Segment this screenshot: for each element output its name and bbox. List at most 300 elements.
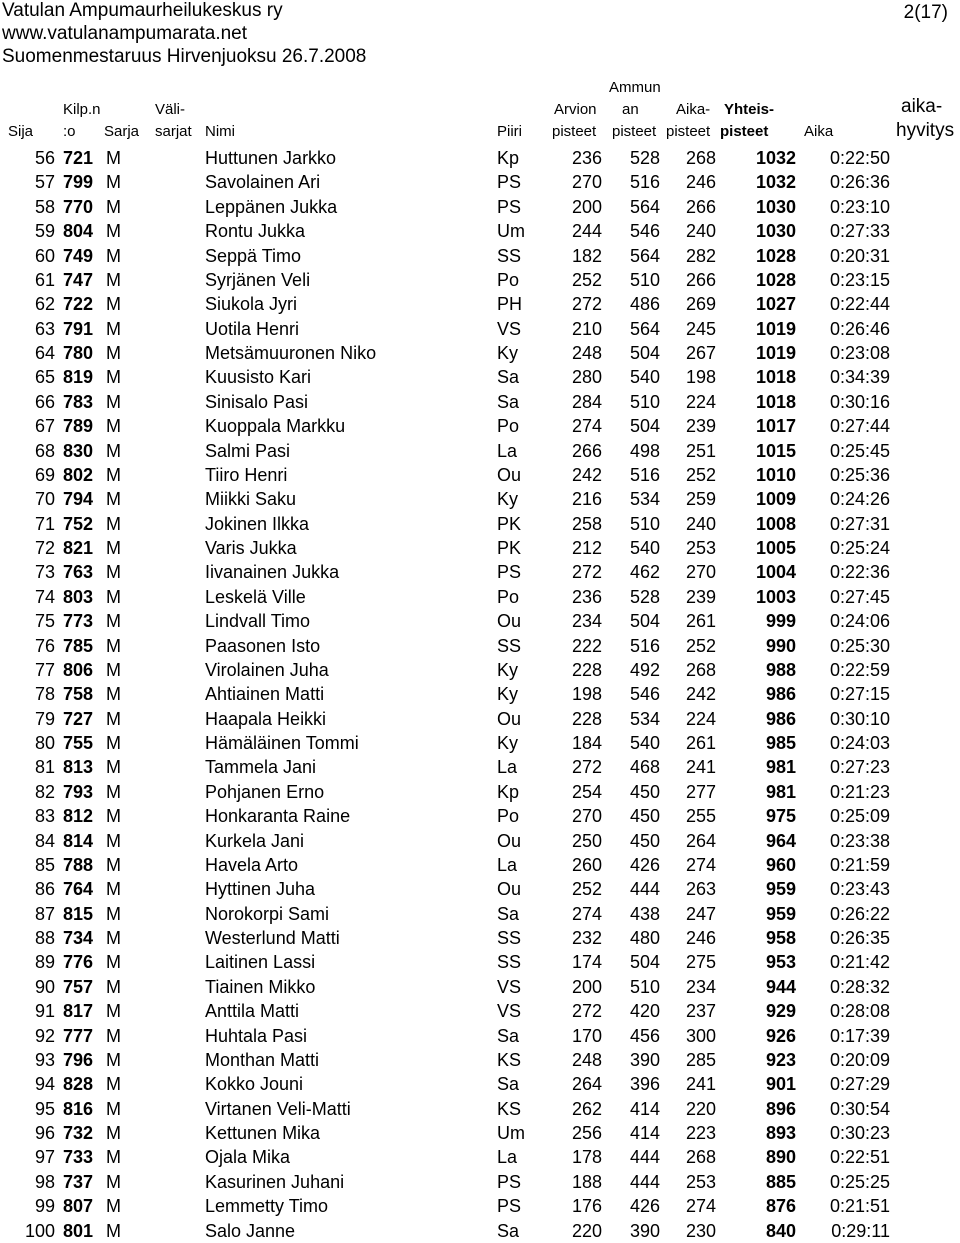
- cell-arvion-pisteet: 234: [571, 611, 602, 632]
- cell-yhteispisteet: 1027: [755, 294, 796, 315]
- cell-kilpno: 752: [63, 513, 94, 534]
- cell-aika: 0:23:43: [829, 879, 890, 900]
- cell-sarja: M: [106, 221, 121, 242]
- cell-piiri: Po: [497, 416, 520, 437]
- cell-sarja: M: [106, 903, 121, 924]
- cell-ammunnan-pisteet: 534: [629, 708, 660, 729]
- cell-nimi: Virolainen Juha: [205, 659, 329, 680]
- cell-sija: 75: [34, 611, 55, 632]
- cell-kilpno: 821: [63, 538, 94, 558]
- cell-aika: 0:22:59: [829, 659, 890, 680]
- cell-sija: 71: [34, 513, 55, 534]
- col-kilpno-header-line1: Kilp.n: [63, 101, 101, 118]
- cell-aika: 0:30:10: [829, 708, 890, 729]
- cell-kilpno: 722: [63, 294, 94, 315]
- cell-nimi: Westerlund Matti: [205, 928, 340, 948]
- cell-nimi: Hyttinen Juha: [205, 879, 316, 900]
- cell-sarja: M: [106, 538, 121, 558]
- cell-nimi: Rontu Jukka: [205, 221, 306, 242]
- table-row: [0, 512, 960, 536]
- cell-piiri: La: [497, 1147, 518, 1168]
- cell-sija: 86: [34, 879, 55, 900]
- cell-ammunnan-pisteet: 450: [629, 781, 660, 802]
- cell-sarja: M: [106, 1074, 121, 1095]
- cell-yhteispisteet: 885: [765, 1171, 796, 1192]
- cell-yhteispisteet: 986: [765, 684, 796, 705]
- col-ammunnan-header-line2: an: [622, 101, 639, 118]
- cell-piiri: Sa: [497, 1025, 520, 1046]
- cell-sarja: M: [106, 879, 121, 900]
- cell-arvion-pisteet: 274: [571, 416, 602, 437]
- cell-yhteispisteet: 985: [765, 733, 796, 753]
- cell-arvion-pisteet: 272: [571, 1001, 602, 1022]
- cell-yhteispisteet: 1028: [755, 245, 796, 266]
- cell-arvion-pisteet: 272: [571, 757, 602, 778]
- cell-arvion-pisteet: 280: [571, 367, 602, 388]
- cell-aika: 0:28:32: [829, 976, 890, 997]
- cell-ammunnan-pisteet: 414: [629, 1098, 660, 1119]
- cell-piiri: La: [497, 440, 518, 461]
- cell-aika: 0:26:22: [829, 903, 890, 924]
- cell-nimi: Syrjänen Veli: [205, 269, 311, 290]
- cell-aikapisteet: 252: [685, 464, 716, 485]
- cell-sarja: M: [106, 854, 121, 875]
- cell-piiri: Ky: [497, 343, 519, 363]
- cell-sarja: M: [106, 1171, 121, 1192]
- cell-aika: 0:30:16: [829, 391, 890, 412]
- table-row: [0, 731, 960, 755]
- cell-ammunnan-pisteet: 546: [629, 221, 660, 242]
- cell-nimi: Salmi Pasi: [205, 440, 291, 461]
- cell-sija: 80: [34, 733, 55, 753]
- col-aikapisteet-header-line1: Aika-: [676, 101, 711, 118]
- cell-aika: 0:25:30: [829, 635, 890, 656]
- cell-yhteispisteet: 923: [765, 1049, 796, 1070]
- cell-aika: 0:24:03: [829, 733, 890, 753]
- cell-sarja: M: [106, 440, 121, 461]
- table-row: [0, 804, 960, 828]
- cell-kilpno: 773: [63, 611, 94, 632]
- cell-kilpno: 734: [63, 928, 94, 948]
- cell-nimi: Pohjanen Erno: [205, 781, 325, 802]
- cell-arvion-pisteet: 232: [571, 928, 602, 948]
- cell-sarja: M: [106, 367, 121, 388]
- cell-sarja: M: [106, 489, 121, 510]
- cell-aika: 0:22:50: [829, 148, 890, 168]
- cell-sija: 84: [34, 830, 55, 851]
- cell-sarja: M: [106, 1220, 121, 1241]
- cell-yhteispisteet: 1009: [755, 489, 796, 510]
- cell-yhteispisteet: 1030: [755, 221, 796, 242]
- cell-aikapisteet: 266: [685, 269, 716, 290]
- cell-aika: 0:23:10: [829, 196, 890, 217]
- cell-nimi: Iivanainen Jukka: [205, 562, 340, 583]
- cell-arvion-pisteet: 284: [571, 391, 602, 412]
- cell-piiri: Ky: [497, 684, 519, 705]
- col-sarja-header: Sarja: [104, 123, 140, 140]
- cell-aika: 0:27:15: [829, 684, 890, 705]
- table-row: [0, 902, 960, 926]
- cell-yhteispisteet: 893: [765, 1123, 796, 1143]
- col-aikapisteet-header-line2: pisteet: [666, 123, 711, 140]
- cell-kilpno: 828: [63, 1074, 94, 1095]
- cell-yhteispisteet: 1004: [755, 562, 796, 583]
- cell-aikapisteet: 237: [685, 1001, 716, 1022]
- cell-ammunnan-pisteet: 528: [629, 148, 660, 168]
- cell-yhteispisteet: 1018: [755, 391, 796, 412]
- cell-yhteispisteet: 840: [765, 1220, 796, 1241]
- cell-nimi: Tiiro Henri: [205, 464, 288, 485]
- col-nimi-header: Nimi: [205, 123, 235, 140]
- cell-sarja: M: [106, 733, 121, 753]
- cell-arvion-pisteet: 252: [571, 269, 602, 290]
- cell-aika: 0:25:25: [829, 1171, 890, 1192]
- cell-nimi: Seppä Timo: [205, 245, 302, 266]
- cell-sarja: M: [106, 976, 121, 997]
- cell-aikapisteet: 239: [685, 586, 716, 607]
- table-row: [0, 829, 960, 853]
- cell-ammunnan-pisteet: 504: [629, 416, 660, 437]
- cell-aika: 0:22:44: [829, 294, 890, 315]
- cell-sija: 76: [34, 635, 55, 656]
- table-row: [0, 853, 960, 877]
- cell-sarja: M: [106, 513, 121, 534]
- cell-nimi: Kuusisto Kari: [205, 367, 312, 388]
- cell-yhteispisteet: 1032: [755, 148, 796, 168]
- cell-yhteispisteet: 959: [765, 903, 796, 924]
- cell-yhteispisteet: 926: [765, 1025, 796, 1046]
- cell-ammunnan-pisteet: 504: [629, 611, 660, 632]
- cell-piiri: Um: [497, 1123, 525, 1143]
- cell-ammunnan-pisteet: 414: [629, 1123, 660, 1143]
- cell-aika: 0:20:09: [829, 1049, 890, 1070]
- cell-nimi: Paasonen Isto: [205, 635, 321, 656]
- cell-ammunnan-pisteet: 492: [629, 659, 660, 680]
- table-row: [0, 170, 960, 194]
- cell-nimi: Haapala Heikki: [205, 708, 327, 729]
- cell-nimi: Hämäläinen Tommi: [205, 733, 359, 753]
- cell-sija: 100: [24, 1220, 55, 1241]
- cell-yhteispisteet: 990: [765, 635, 796, 656]
- cell-sarja: M: [106, 1025, 121, 1046]
- cell-arvion-pisteet: 264: [571, 1074, 602, 1095]
- cell-sija: 68: [34, 440, 55, 461]
- table-row: [0, 658, 960, 682]
- cell-aika: 0:27:45: [829, 586, 890, 607]
- cell-aikapisteet: 269: [685, 294, 716, 315]
- cell-ammunnan-pisteet: 510: [629, 513, 660, 534]
- cell-ammunnan-pisteet: 444: [629, 1147, 660, 1168]
- cell-piiri: Sa: [497, 1220, 520, 1241]
- cell-ammunnan-pisteet: 510: [629, 269, 660, 290]
- cell-yhteispisteet: 988: [765, 659, 796, 680]
- cell-arvion-pisteet: 210: [571, 318, 602, 339]
- cell-kilpno: 804: [63, 221, 94, 242]
- cell-ammunnan-pisteet: 444: [629, 1171, 660, 1192]
- cell-yhteispisteet: 1003: [755, 586, 796, 607]
- col-aika-header: Aika: [804, 123, 834, 140]
- cell-sarja: M: [106, 1049, 121, 1070]
- cell-sija: 58: [34, 196, 55, 217]
- cell-sarja: M: [106, 245, 121, 266]
- cell-arvion-pisteet: 184: [571, 733, 602, 753]
- cell-ammunnan-pisteet: 426: [629, 1196, 660, 1217]
- cell-kilpno: 757: [63, 976, 94, 997]
- cell-sarja: M: [106, 464, 121, 485]
- cell-nimi: Leskelä Ville: [205, 586, 306, 607]
- cell-piiri: La: [497, 757, 518, 778]
- cell-aikapisteet: 277: [685, 781, 716, 802]
- cell-piiri: KS: [497, 1098, 522, 1119]
- cell-aikapisteet: 252: [685, 635, 716, 656]
- cell-sarja: M: [106, 1123, 121, 1143]
- cell-sarja: M: [106, 294, 121, 315]
- cell-sarja: M: [106, 148, 121, 168]
- col-sija-header: Sija: [8, 123, 34, 140]
- cell-sija: 67: [34, 416, 55, 437]
- cell-kilpno: 727: [63, 708, 94, 729]
- cell-piiri: PS: [497, 196, 522, 217]
- cell-sarja: M: [106, 586, 121, 607]
- cell-nimi: Kettunen Mika: [205, 1123, 321, 1143]
- cell-nimi: Varis Jukka: [205, 538, 297, 558]
- cell-aikapisteet: 224: [685, 391, 716, 412]
- cell-ammunnan-pisteet: 486: [629, 294, 660, 315]
- cell-aikapisteet: 261: [685, 611, 716, 632]
- cell-yhteispisteet: 1032: [755, 172, 796, 193]
- cell-sija: 82: [34, 781, 55, 802]
- cell-yhteispisteet: 1028: [755, 269, 796, 290]
- cell-sija: 98: [34, 1171, 55, 1192]
- cell-ammunnan-pisteet: 516: [629, 635, 660, 656]
- cell-kilpno: 819: [63, 367, 94, 388]
- cell-ammunnan-pisteet: 462: [629, 562, 660, 583]
- cell-aikapisteet: 270: [685, 562, 716, 583]
- table-row: [0, 877, 960, 901]
- cell-aika: 0:25:36: [829, 464, 890, 485]
- cell-aika: 0:29:11: [831, 1220, 890, 1241]
- cell-piiri: Ou: [497, 464, 522, 485]
- cell-piiri: PS: [497, 172, 522, 193]
- cell-sija: 64: [34, 343, 55, 363]
- cell-yhteispisteet: 890: [765, 1147, 796, 1168]
- cell-kilpno: 732: [63, 1123, 94, 1143]
- cell-aika: 0:27:44: [829, 416, 890, 437]
- table-row: [0, 926, 960, 950]
- table-row: [0, 1145, 960, 1169]
- cell-piiri: Po: [497, 269, 520, 290]
- cell-ammunnan-pisteet: 426: [629, 854, 660, 875]
- cell-aikapisteet: 239: [685, 416, 716, 437]
- cell-arvion-pisteet: 176: [571, 1196, 602, 1217]
- cell-aikapisteet: 242: [685, 684, 716, 705]
- cell-kilpno: 791: [63, 318, 94, 339]
- cell-yhteispisteet: 1005: [755, 538, 796, 558]
- col-ammunnan-header-line1: Ammun: [609, 79, 661, 96]
- cell-nimi: Anttila Matti: [205, 1001, 300, 1022]
- cell-aikapisteet: 268: [685, 659, 716, 680]
- cell-piiri: Sa: [497, 391, 520, 412]
- cell-nimi: Lemmetty Timo: [205, 1196, 329, 1217]
- cell-kilpno: 758: [63, 684, 94, 705]
- cell-nimi: Uotila Henri: [205, 318, 300, 339]
- cell-kilpno: 813: [63, 757, 94, 778]
- table-row: [0, 341, 960, 365]
- cell-sija: 87: [34, 903, 55, 924]
- cell-kilpno: 770: [63, 196, 94, 217]
- table-row: [0, 780, 960, 804]
- cell-aikapisteet: 223: [685, 1123, 716, 1143]
- cell-aikapisteet: 224: [685, 708, 716, 729]
- cell-sija: 79: [34, 708, 55, 729]
- cell-piiri: PS: [497, 562, 522, 583]
- cell-sarja: M: [106, 806, 121, 827]
- col-yhteispisteet-header-line2: pisteet: [720, 123, 769, 140]
- cell-sarja: M: [106, 1196, 121, 1217]
- cell-yhteispisteet: 986: [765, 708, 796, 729]
- cell-arvion-pisteet: 182: [571, 245, 602, 266]
- cell-aikapisteet: 300: [685, 1025, 716, 1046]
- cell-nimi: Ahtiainen Matti: [205, 684, 325, 705]
- cell-arvion-pisteet: 254: [571, 781, 602, 802]
- cell-aikapisteet: 268: [685, 148, 716, 168]
- cell-piiri: Ou: [497, 830, 522, 851]
- table-row: [0, 1097, 960, 1121]
- cell-aikapisteet: 241: [685, 1074, 716, 1095]
- cell-arvion-pisteet: 256: [571, 1123, 602, 1143]
- cell-kilpno: 815: [63, 903, 94, 924]
- table-row: [0, 1024, 960, 1048]
- cell-arvion-pisteet: 260: [571, 854, 602, 875]
- cell-yhteispisteet: 964: [765, 830, 796, 851]
- cell-sarja: M: [106, 1098, 121, 1119]
- cell-piiri: SS: [497, 635, 522, 656]
- cell-yhteispisteet: 981: [765, 781, 796, 802]
- cell-nimi: Tammela Jani: [205, 757, 317, 778]
- cell-ammunnan-pisteet: 564: [629, 245, 660, 266]
- cell-aikapisteet: 247: [685, 903, 716, 924]
- cell-aikapisteet: 253: [685, 1171, 716, 1192]
- col-yhteispisteet-header-line1: Yhteis-: [724, 101, 775, 118]
- cell-ammunnan-pisteet: 468: [629, 757, 660, 778]
- cell-ammunnan-pisteet: 444: [629, 879, 660, 900]
- cell-sarja: M: [106, 1001, 121, 1022]
- cell-sarja: M: [106, 928, 121, 948]
- cell-sarja: M: [106, 196, 121, 217]
- cell-sija: 99: [34, 1196, 55, 1217]
- cell-ammunnan-pisteet: 390: [629, 1220, 660, 1241]
- cell-nimi: Kurkela Jani: [205, 830, 305, 851]
- cell-piiri: Kp: [497, 781, 520, 802]
- cell-kilpno: 785: [63, 635, 94, 656]
- cell-arvion-pisteet: 266: [571, 440, 602, 461]
- cell-aikapisteet: 255: [685, 806, 716, 827]
- cell-sarja: M: [106, 269, 121, 290]
- cell-aikapisteet: 274: [685, 1196, 716, 1217]
- cell-piiri: KS: [497, 1049, 522, 1070]
- cell-arvion-pisteet: 212: [571, 538, 602, 558]
- event-title: Suomenmestaruus Hirvenjuoksu 26.7.2008: [2, 46, 367, 67]
- cell-ammunnan-pisteet: 498: [629, 440, 660, 461]
- cell-piiri: VS: [497, 1001, 522, 1022]
- cell-sarja: M: [106, 659, 121, 680]
- page-number: 2(17): [903, 2, 948, 23]
- table-row: [0, 975, 960, 999]
- cell-arvion-pisteet: 272: [571, 562, 602, 583]
- cell-piiri: SS: [497, 245, 522, 266]
- cell-kilpno: 776: [63, 952, 94, 973]
- cell-aikapisteet: 253: [685, 538, 716, 558]
- cell-sija: 63: [34, 318, 55, 339]
- cell-aikapisteet: 267: [685, 343, 716, 363]
- cell-ammunnan-pisteet: 540: [629, 367, 660, 388]
- table-row: [0, 560, 960, 584]
- table-row: [0, 536, 960, 560]
- results-table: [0, 146, 960, 1243]
- cell-sija: 95: [34, 1098, 55, 1119]
- cell-arvion-pisteet: 170: [571, 1025, 602, 1046]
- cell-aikapisteet: 240: [685, 221, 716, 242]
- cell-aika: 0:34:39: [829, 367, 890, 388]
- cell-sarja: M: [106, 611, 121, 632]
- cell-yhteispisteet: 981: [765, 757, 796, 778]
- cell-piiri: Kp: [497, 148, 520, 168]
- cell-aika: 0:28:08: [829, 1001, 890, 1022]
- cell-aikapisteet: 285: [685, 1049, 716, 1070]
- cell-yhteispisteet: 1030: [755, 196, 796, 217]
- table-row: [0, 365, 960, 389]
- table-row: [0, 195, 960, 219]
- cell-aikapisteet: 274: [685, 854, 716, 875]
- cell-sija: 78: [34, 684, 55, 705]
- cell-nimi: Kuoppala Markku: [205, 416, 346, 437]
- cell-piiri: Ky: [497, 659, 519, 680]
- cell-kilpno: 749: [63, 245, 94, 266]
- cell-aika: 0:21:59: [829, 854, 890, 875]
- cell-piiri: PK: [497, 538, 522, 558]
- cell-aikapisteet: 198: [685, 367, 716, 388]
- cell-kilpno: 733: [63, 1147, 94, 1168]
- table-row: [0, 317, 960, 341]
- cell-aika: 0:20:31: [829, 245, 890, 266]
- cell-aika: 0:25:09: [829, 806, 890, 827]
- cell-sija: 60: [34, 245, 55, 266]
- cell-nimi: Huhtala Pasi: [205, 1025, 308, 1046]
- cell-aikapisteet: 241: [685, 757, 716, 778]
- cell-piiri: Um: [497, 221, 525, 242]
- cell-yhteispisteet: 1018: [755, 367, 796, 388]
- col-piiri-header: Piiri: [497, 123, 522, 140]
- cell-nimi: Metsämuuronen Niko: [205, 343, 377, 363]
- cell-arvion-pisteet: 242: [571, 464, 602, 485]
- cell-kilpno: 816: [63, 1098, 94, 1119]
- cell-ammunnan-pisteet: 438: [629, 903, 660, 924]
- cell-sija: 88: [34, 928, 55, 948]
- cell-arvion-pisteet: 200: [571, 976, 602, 997]
- cell-ammunnan-pisteet: 390: [629, 1049, 660, 1070]
- col-kilpno-header-line2: :o: [63, 123, 76, 140]
- cell-kilpno: 788: [63, 854, 94, 875]
- cell-piiri: Sa: [497, 367, 520, 388]
- cell-kilpno: 801: [63, 1220, 94, 1241]
- cell-sarja: M: [106, 172, 121, 193]
- cell-nimi: Jokinen Ilkka: [205, 513, 310, 534]
- table-row: [0, 219, 960, 243]
- cell-yhteispisteet: 975: [765, 806, 796, 827]
- cell-yhteispisteet: 901: [765, 1074, 796, 1095]
- cell-yhteispisteet: 944: [765, 976, 796, 997]
- table-row: [0, 1072, 960, 1096]
